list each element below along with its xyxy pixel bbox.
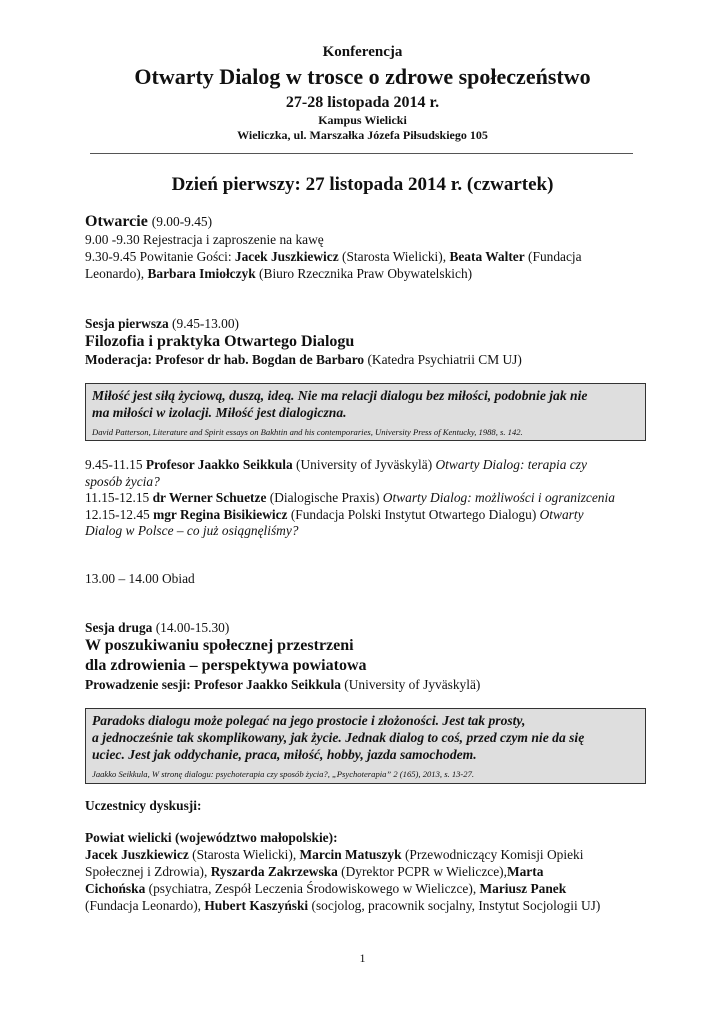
lunch-break: 13.00 – 14.00 Obiad: [85, 571, 195, 586]
participant-name: Mariusz Panek: [479, 881, 567, 896]
talk-title: Otwarty Dialog: możliwości i ogranizcenia: [382, 490, 615, 505]
session2-title-line2: dla zdrowienia – perspektywa powiatowa: [85, 657, 367, 674]
talk-time: 11.15-12.15: [85, 490, 153, 505]
participants-line1: [85, 847, 641, 864]
conference-label: Konferencja: [322, 44, 403, 60]
participant-role: (socjolog, pracownik socjalny, Instytut Socjologii UJ): [308, 898, 601, 913]
guest-affiliation: (Starosta Wielicki),: [338, 249, 450, 264]
speaker-name: Profesor Jaakko Seikkula: [145, 457, 293, 472]
participant-role: (Starosta Wielicki),: [188, 847, 300, 862]
session2-quote-box: [85, 708, 646, 784]
powiat-heading: Powiat wielicki (województwo małopolskie):: [85, 830, 338, 845]
session1-label: Sesja pierwsza: [85, 316, 169, 331]
session1-quote-box: [85, 383, 646, 441]
speaker-affiliation: (Dialogische Praxis): [266, 490, 383, 505]
talk-title: Dialog w Polsce – co już osiągnęliśmy?: [85, 523, 299, 538]
participant-name: Marta: [506, 864, 544, 879]
quote-line: uciec. Jest jak oddychanie, praca, miłość, hobby, jazda samochodem.: [92, 747, 477, 762]
speaker-name: dr Werner Schuetze: [152, 490, 267, 505]
guest-name: Beata Walter: [449, 249, 525, 264]
participant-role: (Fundacja Leonardo),: [85, 898, 205, 913]
quote-citation: David Patterson, Literature and Spirit essays on Bakhtin and his contemporaries, University Press of Kentucky, 1988, s. 142.: [92, 427, 523, 437]
participants-line3: [85, 881, 641, 898]
guest-name: Jacek Juszkiewicz: [234, 249, 339, 264]
participant-name: Ryszarda Zakrzewska: [210, 864, 338, 879]
quote-citation: Jaakko Seikkula, W stronę dialogu: psychoterapia czy sposób życia?, „Psychoterapia” 2 (165), 2013, s. 13-27.: [92, 769, 475, 779]
moderator-name: : Profesor dr hab. Bogdan de Barbaro: [147, 352, 365, 367]
guest-affiliation: Leonardo),: [85, 266, 148, 281]
session2-title-line1: W poszukiwaniu społecznej przestrzeni: [85, 637, 354, 654]
speaker-affiliation: (Fundacja Polski Instytut Otwartego Dialogu): [287, 507, 540, 522]
talk-2: [85, 490, 665, 507]
moderator-affiliation: (Katedra Psychiatrii CM UJ): [364, 352, 522, 367]
session1-title: Filozofia i praktyka Otwartego Dialogu: [85, 333, 355, 350]
session2-time: (14.00-15.30): [152, 620, 230, 635]
header-divider: [90, 153, 633, 154]
participants-heading: Uczestnicy dyskusji:: [85, 798, 202, 813]
talk-title: sposób życia?: [85, 474, 160, 489]
talk-title: Otwarty: [539, 507, 584, 522]
session2-label: Sesja druga: [85, 620, 153, 635]
participant-name: Jacek Juszkiewicz: [85, 847, 189, 862]
opening-title: Otwarcie: [85, 213, 148, 230]
opening-welcome-line1: [85, 249, 645, 266]
day-one-heading: Dzień pierwszy: 27 listopada 2014 r. (czwartek): [171, 174, 554, 195]
talk-3-title-cont: [85, 523, 299, 540]
quote-line: Miłość jest siłą życiową, duszą, ideą. Nie ma relacji dialogu bez miłości, podobnie jak nie: [92, 388, 588, 403]
speaker-name: mgr Regina Bisikiewicz: [153, 507, 288, 522]
quote-line: a jednocześnie tak skomplikowany, jak życie. Jednak dialog to coś, przed czym nie da się: [92, 730, 585, 745]
opening-registration: 9.00 -9.30 Rejestracja i zaproszenie na kawę: [85, 232, 324, 247]
session2-lead: [85, 677, 645, 694]
page-number: 1: [359, 951, 366, 965]
quote-line: Paradoks dialogu może polegać na jego prostocie i złożoności. Jest tak prosty,: [92, 713, 526, 728]
session1-time: (9.45-13.00): [168, 316, 239, 331]
session-lead-affiliation: (University of Jyväskylä): [340, 677, 481, 692]
talk-1: [85, 457, 645, 474]
guest-name: Barbara Imiołczyk: [147, 266, 256, 281]
talk-title: Otwarty Dialog: terapia czy: [435, 457, 587, 472]
talk-time: 12.15-12.45: [85, 507, 154, 522]
participant-role: Społecznej i Zdrowia),: [85, 864, 211, 879]
participant-role: (psychiatra, Zespół Leczenia Środowiskowego w Wieliczce),: [145, 881, 480, 896]
participants-line2: [85, 864, 641, 881]
welcome-label: 9.30-9.45 Powitanie Gości:: [85, 249, 235, 264]
session-lead-name: Prowadzenie sesji: Profesor Jaakko Seikkula: [85, 677, 341, 692]
opening-heading: [85, 213, 212, 231]
session1-label-line: [85, 316, 239, 333]
campus-address: Wieliczka, ul. Marszałka Józefa Piłsudskiego 105: [237, 128, 488, 142]
conference-title: Otwarty Dialog w trosce o zdrowe społeczeństwo: [134, 64, 591, 89]
participants-line4: [85, 898, 641, 915]
participant-role: (Przewodniczący Komisji Opieki: [401, 847, 584, 862]
participant-name: Hubert Kaszyński: [204, 898, 309, 913]
guest-affiliation: (Biuro Rzecznika Praw Obywatelskich): [255, 266, 473, 281]
opening-welcome-line2: [85, 266, 645, 283]
guest-affiliation: (Fundacja: [524, 249, 582, 264]
conference-dates: 27-28 listopada 2014 r.: [285, 94, 440, 111]
talk-1-title-cont: [85, 474, 160, 491]
participant-role: (Dyrektor PCPR w Wieliczce),: [337, 864, 507, 879]
opening-time: (9.00-9.45): [151, 214, 213, 229]
quote-line: ma miłości w izolacji. Miłość jest dialogiczna.: [92, 405, 347, 420]
participant-name: Marcin Matuszyk: [299, 847, 402, 862]
campus-name: Kampus Wielicki: [318, 113, 407, 127]
talk-time: 9.45-11.15: [85, 457, 146, 472]
speaker-affiliation: (University of Jyväskylä): [292, 457, 436, 472]
participant-name: Cichońska: [85, 881, 146, 896]
session2-label-line: [85, 620, 229, 637]
talk-3: [85, 507, 645, 524]
moderation-label: Moderacja: [85, 352, 148, 367]
session1-moderation: [85, 352, 645, 369]
